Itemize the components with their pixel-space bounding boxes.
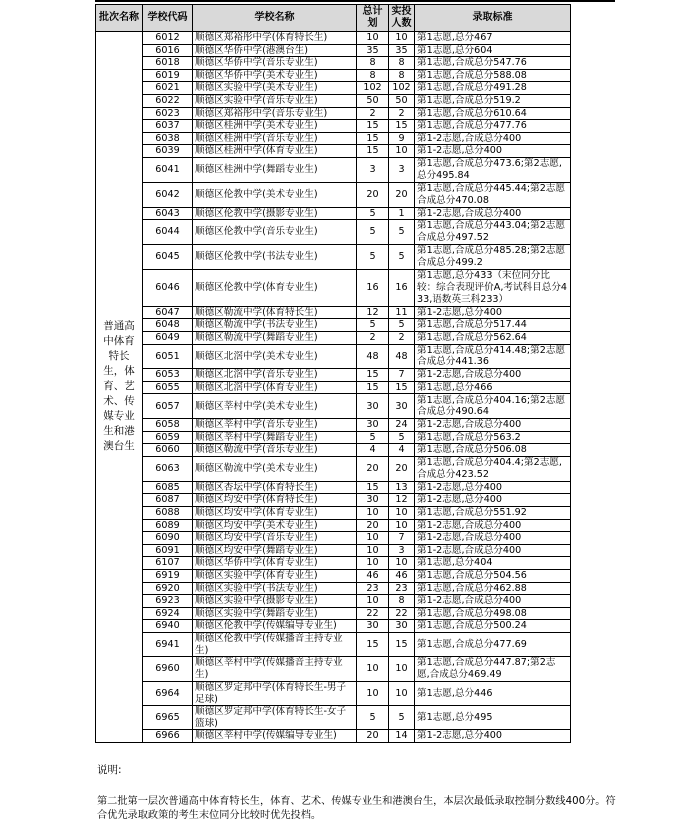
table-row	[96, 481, 571, 494]
admission-standard-cell: 第1志愿,合成总分404.4;第2志愿,合成总分423.52	[415, 457, 571, 482]
total-plan-cell: 8	[357, 57, 389, 70]
table-row	[96, 269, 571, 306]
school-name-cell: 顺德区桂洲中学(舞蹈专业生)	[193, 157, 357, 182]
total-plan-cell: 10	[357, 32, 389, 45]
actual-count-cell: 2	[389, 107, 415, 120]
actual-count-cell: 7	[389, 369, 415, 382]
admission-standard-cell: 第1-2志愿,合成总分400	[415, 132, 571, 145]
admission-standard-cell: 第1志愿,合成总分500.24	[415, 620, 571, 633]
admission-standard-cell: 第1志愿,合成总分498.08	[415, 607, 571, 620]
table-row	[96, 444, 571, 457]
school-code-cell: 6022	[143, 94, 193, 107]
school-name-cell: 顺德区华侨中学(港澳台生)	[193, 44, 357, 57]
table-row	[96, 244, 571, 269]
actual-count-cell: 15	[389, 120, 415, 133]
table-row	[96, 582, 571, 595]
school-code-cell: 6021	[143, 82, 193, 95]
actual-count-cell: 20	[389, 182, 415, 207]
actual-count-cell: 10	[389, 507, 415, 520]
school-name-cell: 顺德区莘村中学(舞蹈专业生)	[193, 431, 357, 444]
header-batch-name: 批次名称	[96, 5, 143, 32]
total-plan-cell: 15	[357, 481, 389, 494]
school-name-cell: 顺德区勒流中学(音乐专业生)	[193, 444, 357, 457]
total-plan-cell: 10	[357, 595, 389, 608]
school-code-cell: 6060	[143, 444, 193, 457]
total-plan-cell: 20	[357, 730, 389, 743]
school-code-cell: 6089	[143, 519, 193, 532]
table-row	[96, 519, 571, 532]
actual-count-cell: 8	[389, 595, 415, 608]
total-plan-cell: 2	[357, 331, 389, 344]
admission-standard-cell: 第1志愿,合成总分588.08	[415, 69, 571, 82]
school-code-cell: 6039	[143, 145, 193, 158]
actual-count-cell: 14	[389, 730, 415, 743]
school-name-cell: 顺德区桂洲中学(体育专业生)	[193, 145, 357, 158]
actual-count-cell: 3	[389, 544, 415, 557]
admission-standard-cell: 第1-2志愿,总分400	[415, 306, 571, 319]
school-code-cell: 6012	[143, 32, 193, 45]
total-plan-cell: 15	[357, 132, 389, 145]
total-plan-cell: 20	[357, 182, 389, 207]
school-code-cell: 6923	[143, 595, 193, 608]
school-name-cell: 顺德区均安中学(体育特长生)	[193, 494, 357, 507]
school-code-cell: 6107	[143, 557, 193, 570]
note-label: 说明:	[97, 764, 122, 776]
actual-count-cell: 20	[389, 457, 415, 482]
header-total-plan: 总计划	[357, 5, 389, 32]
total-plan-cell: 10	[357, 544, 389, 557]
school-name-cell: 顺德区实验中学(舞蹈专业生)	[193, 607, 357, 620]
school-name-cell: 顺德区均安中学(舞蹈专业生)	[193, 544, 357, 557]
admission-standard-cell: 第1志愿,合成总分443.04;第2志愿合成总分497.52	[415, 220, 571, 245]
school-name-cell: 顺德区桂洲中学(美术专业生)	[193, 120, 357, 133]
table-row	[96, 182, 571, 207]
total-plan-cell: 5	[357, 220, 389, 245]
actual-count-cell: 8	[389, 69, 415, 82]
actual-count-cell: 9	[389, 132, 415, 145]
table-header-row	[96, 5, 571, 32]
total-plan-cell: 5	[357, 319, 389, 332]
table-row	[96, 132, 571, 145]
table-row	[96, 32, 571, 45]
actual-count-cell: 50	[389, 94, 415, 107]
table-row	[96, 730, 571, 743]
actual-count-cell: 46	[389, 570, 415, 583]
actual-count-cell: 5	[389, 244, 415, 269]
school-code-cell: 6053	[143, 369, 193, 382]
admission-standard-cell: 第1-2志愿,合成总分400	[415, 544, 571, 557]
school-code-cell: 6042	[143, 182, 193, 207]
admission-standard-cell: 第1志愿,合成总分547.76	[415, 57, 571, 70]
actual-count-cell: 8	[389, 57, 415, 70]
header-admission-standard: 录取标准	[415, 5, 571, 32]
table-row	[96, 620, 571, 633]
admission-standard-cell: 第1志愿,总分433（末位同分比较：综合表现评价A,考试科目总分433,语数英三科233）	[415, 269, 571, 306]
school-code-cell: 6091	[143, 544, 193, 557]
school-name-cell: 顺德区伦教中学(摄影专业生)	[193, 207, 357, 220]
table-row	[96, 107, 571, 120]
total-plan-cell: 3	[357, 157, 389, 182]
school-code-cell: 6090	[143, 532, 193, 545]
actual-count-cell: 10	[389, 32, 415, 45]
school-name-cell: 顺德区实验中学(美术专业生)	[193, 82, 357, 95]
table-row	[96, 557, 571, 570]
actual-count-cell: 5	[389, 220, 415, 245]
admission-standard-cell: 第1-2志愿,合成总分400	[415, 519, 571, 532]
school-name-cell: 顺德区实验中学(摄影专业生)	[193, 595, 357, 608]
total-plan-cell: 23	[357, 582, 389, 595]
total-plan-cell: 2	[357, 107, 389, 120]
school-code-cell: 6018	[143, 57, 193, 70]
total-plan-cell: 48	[357, 344, 389, 369]
school-code-cell: 6966	[143, 730, 193, 743]
admission-standard-cell: 第1志愿,合成总分506.08	[415, 444, 571, 457]
school-code-cell: 6063	[143, 457, 193, 482]
school-code-cell: 6055	[143, 381, 193, 394]
total-plan-cell: 10	[357, 657, 389, 682]
actual-count-cell: 10	[389, 557, 415, 570]
school-name-cell: 顺德区莘村中学(音乐专业生)	[193, 419, 357, 432]
actual-count-cell: 5	[389, 431, 415, 444]
school-name-cell: 顺德区均安中学(美术专业生)	[193, 519, 357, 532]
table-row	[96, 145, 571, 158]
table-row	[96, 544, 571, 557]
school-code-cell: 6043	[143, 207, 193, 220]
actual-count-cell: 11	[389, 306, 415, 319]
school-code-cell: 6058	[143, 419, 193, 432]
admission-standard-cell: 第1志愿,合成总分485.28;第2志愿合成总分499.2	[415, 244, 571, 269]
table-row	[96, 632, 571, 656]
actual-count-cell: 15	[389, 632, 415, 656]
admission-standard-cell: 第1-2志愿,总分400	[415, 145, 571, 158]
school-code-cell: 6920	[143, 582, 193, 595]
total-plan-cell: 5	[357, 207, 389, 220]
school-code-cell: 6047	[143, 306, 193, 319]
table-row	[96, 431, 571, 444]
school-code-cell: 6023	[143, 107, 193, 120]
admission-standard-cell: 第1志愿,总分446	[415, 681, 571, 705]
table-row	[96, 44, 571, 57]
school-name-cell: 顺德区莘村中学(传媒编导专业生)	[193, 730, 357, 743]
school-code-cell: 6048	[143, 319, 193, 332]
actual-count-cell: 13	[389, 481, 415, 494]
actual-count-cell: 3	[389, 157, 415, 182]
admission-standard-cell: 第1志愿,合成总分404.16;第2志愿合成总分490.64	[415, 394, 571, 419]
total-plan-cell: 22	[357, 607, 389, 620]
school-name-cell: 顺德区华侨中学(体育专业生)	[193, 557, 357, 570]
admission-standard-cell: 第1-2志愿,总分400	[415, 481, 571, 494]
total-plan-cell: 10	[357, 532, 389, 545]
admission-standard-cell: 第1志愿,合成总分563.2	[415, 431, 571, 444]
school-name-cell: 顺德区勒流中学(舞蹈专业生)	[193, 331, 357, 344]
school-name-cell: 顺德区桂洲中学(音乐专业生)	[193, 132, 357, 145]
table-row	[96, 532, 571, 545]
admission-standard-cell: 第1志愿,合成总分462.88	[415, 582, 571, 595]
school-code-cell: 6045	[143, 244, 193, 269]
actual-count-cell: 10	[389, 519, 415, 532]
table-row	[96, 207, 571, 220]
actual-count-cell: 5	[389, 319, 415, 332]
total-plan-cell: 102	[357, 82, 389, 95]
admission-standard-cell: 第1志愿,合成总分517.44	[415, 319, 571, 332]
total-plan-cell: 30	[357, 394, 389, 419]
school-name-cell: 顺德区勒流中学(美术专业生)	[193, 457, 357, 482]
admission-standard-cell: 第1志愿,总分404	[415, 557, 571, 570]
table-row	[96, 331, 571, 344]
admission-standard-cell: 第1志愿,合成总分414.48;第2志愿合成总分441.36	[415, 344, 571, 369]
actual-count-cell: 5	[389, 706, 415, 730]
header-school-name: 学校名称	[193, 5, 357, 32]
school-name-cell: 顺德区郑裕彤中学(体育特长生)	[193, 32, 357, 45]
table-row	[96, 369, 571, 382]
school-name-cell: 顺德区伦教中学(音乐专业生)	[193, 220, 357, 245]
table-row	[96, 381, 571, 394]
total-plan-cell: 16	[357, 269, 389, 306]
admission-standard-cell: 第1志愿,总分467	[415, 32, 571, 45]
actual-count-cell: 22	[389, 607, 415, 620]
admission-standard-cell: 第1志愿,总分466	[415, 381, 571, 394]
actual-count-cell: 4	[389, 444, 415, 457]
total-plan-cell: 5	[357, 244, 389, 269]
school-name-cell: 顺德区郑裕彤中学(音乐专业生)	[193, 107, 357, 120]
admission-standard-cell: 第1-2志愿,合成总分400	[415, 207, 571, 220]
admission-table	[95, 4, 571, 743]
admission-standard-cell: 第1-2志愿,合成总分400	[415, 369, 571, 382]
school-name-cell: 顺德区罗定邦中学(体育特长生-女子篮球)	[193, 706, 357, 730]
school-name-cell: 顺德区均安中学(体育专业生)	[193, 507, 357, 520]
total-plan-cell: 15	[357, 145, 389, 158]
admission-standard-cell: 第1-2志愿,总分400	[415, 730, 571, 743]
table-row	[96, 157, 571, 182]
school-name-cell: 顺德区伦教中学(体育专业生)	[193, 269, 357, 306]
table-row	[96, 657, 571, 682]
actual-count-cell: 10	[389, 657, 415, 682]
school-code-cell: 6041	[143, 157, 193, 182]
total-plan-cell: 30	[357, 494, 389, 507]
school-name-cell: 顺德区莘村中学(美术专业生)	[193, 394, 357, 419]
header-actual-count: 实投人数	[389, 5, 415, 32]
school-name-cell: 顺德区实验中学(体育专业生)	[193, 570, 357, 583]
school-code-cell: 6038	[143, 132, 193, 145]
total-plan-cell: 10	[357, 681, 389, 705]
school-name-cell: 顺德区华侨中学(美术专业生)	[193, 69, 357, 82]
table-row	[96, 82, 571, 95]
admission-standard-cell: 第1志愿,合成总分610.64	[415, 107, 571, 120]
actual-count-cell: 23	[389, 582, 415, 595]
total-plan-cell: 15	[357, 120, 389, 133]
admission-standard-cell: 第1志愿,合成总分477.69	[415, 632, 571, 656]
admission-standard-cell: 第1志愿,合成总分447.87;第2志愿,合成总分469.49	[415, 657, 571, 682]
admission-standard-cell: 第1志愿,合成总分519.2	[415, 94, 571, 107]
actual-count-cell: 24	[389, 419, 415, 432]
table-row	[96, 344, 571, 369]
school-code-cell: 6964	[143, 681, 193, 705]
actual-count-cell: 15	[389, 381, 415, 394]
school-name-cell: 顺德区伦教中学(传媒编导专业生)	[193, 620, 357, 633]
school-code-cell: 6049	[143, 331, 193, 344]
actual-count-cell: 30	[389, 394, 415, 419]
admission-standard-cell: 第1志愿,总分604	[415, 44, 571, 57]
school-name-cell: 顺德区勒流中学(书法专业生)	[193, 319, 357, 332]
admission-standard-cell: 第1志愿,合成总分491.28	[415, 82, 571, 95]
total-plan-cell: 15	[357, 369, 389, 382]
school-name-cell: 顺德区实验中学(音乐专业生)	[193, 94, 357, 107]
school-code-cell: 6057	[143, 394, 193, 419]
header-school-code: 学校代码	[143, 5, 193, 32]
actual-count-cell: 7	[389, 532, 415, 545]
table-body	[96, 32, 571, 743]
admission-standard-cell: 第1-2志愿,总分400	[415, 494, 571, 507]
admission-standard-cell: 第1志愿,合成总分551.92	[415, 507, 571, 520]
table-row	[96, 120, 571, 133]
school-name-cell: 顺德区华侨中学(音乐专业生)	[193, 57, 357, 70]
actual-count-cell: 35	[389, 44, 415, 57]
school-name-cell: 顺德区北滘中学(美术专业生)	[193, 344, 357, 369]
total-plan-cell: 30	[357, 620, 389, 633]
table-row	[96, 570, 571, 583]
school-code-cell: 6059	[143, 431, 193, 444]
table-row	[96, 306, 571, 319]
school-name-cell: 顺德区罗定邦中学(体育特长生-男子足球)	[193, 681, 357, 705]
school-code-cell: 6960	[143, 657, 193, 682]
school-code-cell: 6940	[143, 620, 193, 633]
school-name-cell: 顺德区均安中学(音乐专业生)	[193, 532, 357, 545]
batch-name-cell: 普通高中体育特长生，体育、艺术、传媒专业生和港澳台生	[96, 32, 143, 743]
school-name-cell: 顺德区北滘中学(体育专业生)	[193, 381, 357, 394]
table-row	[96, 681, 571, 705]
note-paragraph: 第二批第一层次普通高中体育特长生，体育、艺术、传媒专业生和港澳台生，本层次最低录取控制分数线400分。符合优先录取政策的考生末位同分比较时优先投档。	[97, 796, 616, 821]
total-plan-cell: 50	[357, 94, 389, 107]
total-plan-cell: 5	[357, 431, 389, 444]
school-name-cell: 顺德区实验中学(书法专业生)	[193, 582, 357, 595]
total-plan-cell: 12	[357, 306, 389, 319]
table-row	[96, 419, 571, 432]
total-plan-cell: 30	[357, 419, 389, 432]
actual-count-cell: 1	[389, 207, 415, 220]
admission-standard-cell: 第1-2志愿,合成总分400	[415, 595, 571, 608]
actual-count-cell: 12	[389, 494, 415, 507]
school-code-cell: 6046	[143, 269, 193, 306]
table-row	[96, 394, 571, 419]
table-row	[96, 319, 571, 332]
actual-count-cell: 16	[389, 269, 415, 306]
school-code-cell: 6919	[143, 570, 193, 583]
table-row	[96, 220, 571, 245]
table-row	[96, 457, 571, 482]
school-code-cell: 6051	[143, 344, 193, 369]
table-row	[96, 94, 571, 107]
table-row	[96, 494, 571, 507]
school-code-cell: 6087	[143, 494, 193, 507]
admission-standard-cell: 第1志愿,合成总分562.64	[415, 331, 571, 344]
school-code-cell: 6037	[143, 120, 193, 133]
school-name-cell: 顺德区伦教中学(书法专业生)	[193, 244, 357, 269]
school-name-cell: 顺德区勒流中学(体育特长生)	[193, 306, 357, 319]
school-name-cell: 顺德区伦教中学(传媒播音主持专业生)	[193, 632, 357, 656]
total-plan-cell: 10	[357, 557, 389, 570]
table-row	[96, 706, 571, 730]
actual-count-cell: 10	[389, 145, 415, 158]
school-name-cell: 顺德区莘村中学(传媒播音主持专业生)	[193, 657, 357, 682]
admission-standard-cell: 第1志愿,总分495	[415, 706, 571, 730]
school-code-cell: 6941	[143, 632, 193, 656]
total-plan-cell: 35	[357, 44, 389, 57]
total-plan-cell: 10	[357, 507, 389, 520]
actual-count-cell: 102	[389, 82, 415, 95]
total-plan-cell: 20	[357, 519, 389, 532]
total-plan-cell: 15	[357, 632, 389, 656]
table-row	[96, 69, 571, 82]
actual-count-cell: 10	[389, 681, 415, 705]
actual-count-cell: 48	[389, 344, 415, 369]
table-row	[96, 507, 571, 520]
total-plan-cell: 46	[357, 570, 389, 583]
admission-standard-cell: 第1志愿,合成总分445.44;第2志愿合成总分470.08	[415, 182, 571, 207]
total-plan-cell: 20	[357, 457, 389, 482]
school-code-cell: 6965	[143, 706, 193, 730]
table-row	[96, 57, 571, 70]
total-plan-cell: 8	[357, 69, 389, 82]
admission-standard-cell: 第1志愿,合成总分473.6;第2志愿,总分495.84	[415, 157, 571, 182]
total-plan-cell: 15	[357, 381, 389, 394]
admission-standard-cell: 第1志愿,合成总分477.76	[415, 120, 571, 133]
admission-standard-cell: 第1-2志愿,合成总分400	[415, 419, 571, 432]
school-code-cell: 6924	[143, 607, 193, 620]
school-code-cell: 6085	[143, 481, 193, 494]
school-name-cell: 顺德区杏坛中学(体育特长生)	[193, 481, 357, 494]
school-code-cell: 6019	[143, 69, 193, 82]
total-plan-cell: 4	[357, 444, 389, 457]
actual-count-cell: 2	[389, 331, 415, 344]
table-row	[96, 607, 571, 620]
school-name-cell: 顺德区伦教中学(美术专业生)	[193, 182, 357, 207]
school-name-cell: 顺德区北滘中学(音乐专业生)	[193, 369, 357, 382]
school-code-cell: 6088	[143, 507, 193, 520]
school-code-cell: 6016	[143, 44, 193, 57]
school-code-cell: 6044	[143, 220, 193, 245]
admission-standard-cell: 第1-2志愿,合成总分400	[415, 532, 571, 545]
table-row	[96, 595, 571, 608]
actual-count-cell: 30	[389, 620, 415, 633]
admission-standard-cell: 第1志愿,合成总分504.56	[415, 570, 571, 583]
total-plan-cell: 5	[357, 706, 389, 730]
